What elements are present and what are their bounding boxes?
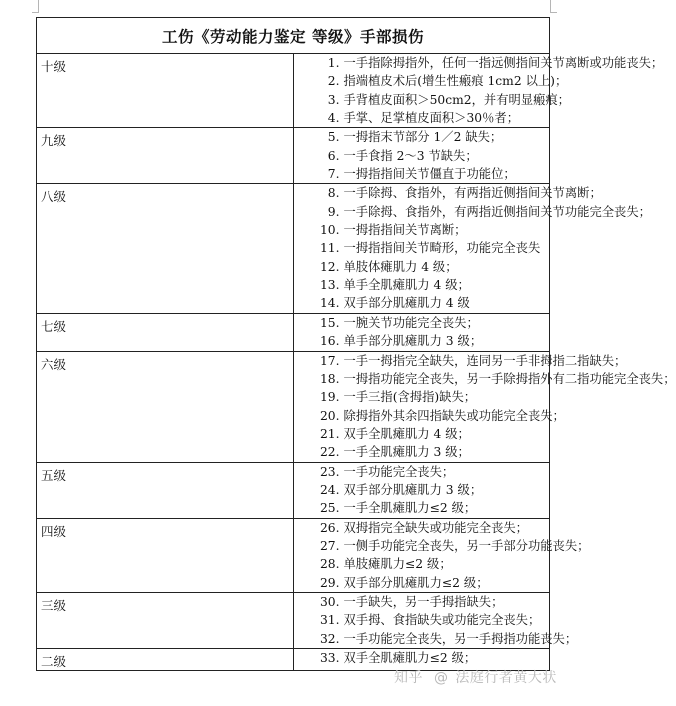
injury-item	[306, 352, 627, 370]
item-number: 8.	[327, 186, 340, 201]
grade-row	[37, 592, 550, 648]
injury-item	[306, 649, 550, 667]
grade-items	[293, 184, 651, 313]
grade-items	[293, 54, 664, 128]
item-text: 一拇指功能完全丧失，另一手除拇指外有二指功能完全丧失；	[343, 371, 676, 386]
grade-row	[37, 462, 550, 518]
grade-items	[293, 462, 550, 518]
injury-item	[306, 537, 590, 555]
injury-item	[306, 221, 550, 239]
item-text: 一拇指末节部分 1／2 缺失；	[343, 130, 503, 145]
injury-item	[306, 239, 550, 257]
grade-items	[293, 313, 550, 351]
grade-label: 四级	[37, 518, 294, 592]
page-corner-mark-right	[550, 0, 557, 13]
injury-item	[306, 109, 550, 127]
table-title: 工伤《劳动能力鉴定 等级》手部损伤	[37, 18, 550, 54]
item-number: 9.	[327, 204, 340, 219]
grade-label: 七级	[37, 313, 294, 351]
item-number: 20.	[319, 408, 340, 423]
injury-item	[306, 555, 550, 573]
injury-item	[306, 54, 664, 72]
injury-item	[306, 165, 550, 183]
item-text: 手掌、足掌植皮面积＞30％者；	[343, 111, 520, 126]
item-text: 一手指除拇指外，任何一指远侧指间关节离断或功能丧失；	[343, 56, 664, 70]
grade-label: 九级	[37, 128, 294, 184]
grade-items	[293, 128, 550, 184]
item-text: 手背植皮面积＞50cm2，并有明显瘢痕；	[343, 92, 570, 107]
item-number: 18.	[319, 371, 340, 386]
injury-item	[306, 630, 578, 648]
item-number: 33.	[319, 651, 340, 665]
item-text: 一手缺失，另一手拇指缺失；	[343, 594, 504, 609]
item-number: 21.	[319, 426, 340, 441]
item-text: 一手三指(含拇指)缺失；	[343, 390, 477, 405]
item-number: 28.	[319, 557, 340, 572]
item-text: 指端植皮术后(增生性瘢痕 1cm2 以上)；	[343, 74, 568, 89]
injury-item	[306, 128, 550, 146]
item-number: 24.	[319, 482, 340, 497]
grade-items	[293, 351, 676, 462]
grade-label: 十级	[37, 54, 294, 128]
item-text: 双手拇、食指缺失或功能完全丧失；	[343, 613, 541, 628]
item-text: 双手部分肌瘫肌力 4 级	[343, 296, 470, 311]
item-number: 11.	[319, 241, 340, 256]
grade-label: 二级	[37, 649, 294, 671]
item-number: 19.	[319, 390, 340, 405]
item-number: 26.	[319, 520, 340, 535]
grade-label: 八级	[37, 184, 294, 313]
item-number: 17.	[319, 353, 340, 368]
item-number: 32.	[319, 631, 340, 646]
injury-item	[306, 314, 550, 332]
injury-item	[306, 463, 550, 481]
injury-item	[306, 258, 550, 276]
item-text: 一手功能完全丧失；	[343, 464, 455, 479]
grade-items	[293, 592, 578, 648]
item-text: 双拇指完全缺失或功能完全丧失；	[343, 520, 528, 535]
injury-item	[306, 370, 676, 388]
injury-item	[306, 184, 602, 202]
item-text: 一手除拇、食指外，有两指近侧指间关节功能完全丧失；	[343, 204, 651, 219]
item-text: 一手全肌瘫肌力 3 级；	[343, 445, 470, 460]
item-number: 31.	[319, 613, 340, 628]
item-text: 双手全肌瘫肌力 4 级；	[343, 426, 470, 441]
item-number: 2.	[327, 74, 340, 89]
item-number: 13.	[319, 278, 340, 293]
injury-item	[306, 276, 550, 294]
injury-item	[306, 481, 550, 499]
grade-label: 五级	[37, 462, 294, 518]
title-row	[37, 18, 550, 54]
item-number: 25.	[319, 501, 340, 516]
item-text: 单手部分肌瘫肌力 3 级；	[343, 334, 483, 349]
injury-item	[306, 519, 550, 537]
grade-row	[37, 351, 550, 462]
injury-item	[306, 425, 550, 443]
item-number: 14.	[319, 296, 340, 311]
injury-item	[306, 91, 570, 109]
item-text: 双手部分肌瘫肌力≤2 级；	[343, 575, 489, 590]
item-text: 单手全肌瘫肌力 4 级；	[343, 278, 470, 293]
injury-item	[306, 388, 550, 406]
injury-item	[306, 203, 651, 221]
item-text: 单肢体瘫肌力 4 级；	[343, 259, 458, 274]
grade-row	[37, 184, 550, 313]
item-number: 29.	[319, 575, 340, 590]
injury-item	[306, 147, 550, 165]
injury-grade-table	[36, 17, 676, 671]
grade-items	[293, 518, 590, 592]
grade-row	[37, 54, 550, 128]
at-icon: @	[433, 670, 449, 686]
item-number: 10.	[319, 223, 340, 238]
item-number: 22.	[319, 445, 340, 460]
watermark-author: 法庭行者黄大状	[455, 670, 557, 686]
injury-item	[306, 294, 550, 312]
item-number: 30.	[319, 594, 340, 609]
injury-item	[306, 443, 550, 461]
item-number: 27.	[319, 538, 340, 553]
item-number: 7.	[327, 167, 340, 182]
injury-item	[306, 611, 550, 629]
injury-item	[306, 407, 565, 425]
item-number: 16.	[319, 334, 340, 349]
item-number: 1.	[327, 56, 340, 70]
item-text: 一侧手功能完全丧失，另一手部分功能丧失；	[343, 538, 590, 553]
item-text: 一拇指指间关节僵直于功能位；	[343, 167, 516, 182]
page-corner-mark-left	[32, 0, 39, 13]
grade-label: 六级	[37, 351, 294, 462]
item-number: 5.	[327, 130, 340, 145]
item-text: 双手全肌瘫肌力≤2 级；	[343, 651, 477, 665]
item-number: 15.	[319, 315, 340, 330]
item-text: 除拇指外其余四指缺失或功能完全丧失；	[343, 408, 565, 423]
grade-row	[37, 128, 550, 184]
item-text: 一手除拇、食指外，有两指近侧指间关节离断；	[343, 186, 602, 201]
grade-row	[37, 518, 550, 592]
item-number: 23.	[319, 464, 340, 479]
watermark	[394, 667, 557, 687]
item-number: 6.	[327, 148, 340, 163]
item-text: 双手部分肌瘫肌力 3 级；	[343, 482, 483, 497]
item-text: 一手全肌瘫肌力≤2 级；	[343, 501, 477, 516]
item-text: 一手食指 2～3 节缺失；	[343, 148, 478, 163]
injury-item	[306, 593, 550, 611]
injury-item	[306, 332, 550, 350]
item-text: 一手一拇指完全缺失，连同另一手非拇指二指缺失；	[343, 353, 627, 368]
injury-item	[306, 574, 550, 592]
grade-row	[37, 313, 550, 351]
item-text: 单肢瘫肌力≤2 级；	[343, 557, 452, 572]
item-text: 一手功能完全丧失，另一手拇指功能丧失；	[343, 631, 578, 646]
injury-item	[306, 499, 550, 517]
grade-label: 三级	[37, 592, 294, 648]
item-number: 12.	[319, 259, 340, 274]
item-text: 一腕关节功能完全丧失；	[343, 315, 479, 330]
watermark-site: 知乎	[394, 670, 423, 686]
item-number: 3.	[327, 92, 340, 107]
injury-item	[306, 72, 568, 90]
item-number: 4.	[327, 111, 340, 126]
item-text: 一拇指指间关节离断；	[343, 223, 467, 238]
item-text: 一拇指指间关节畸形，功能完全丧失	[343, 241, 541, 256]
